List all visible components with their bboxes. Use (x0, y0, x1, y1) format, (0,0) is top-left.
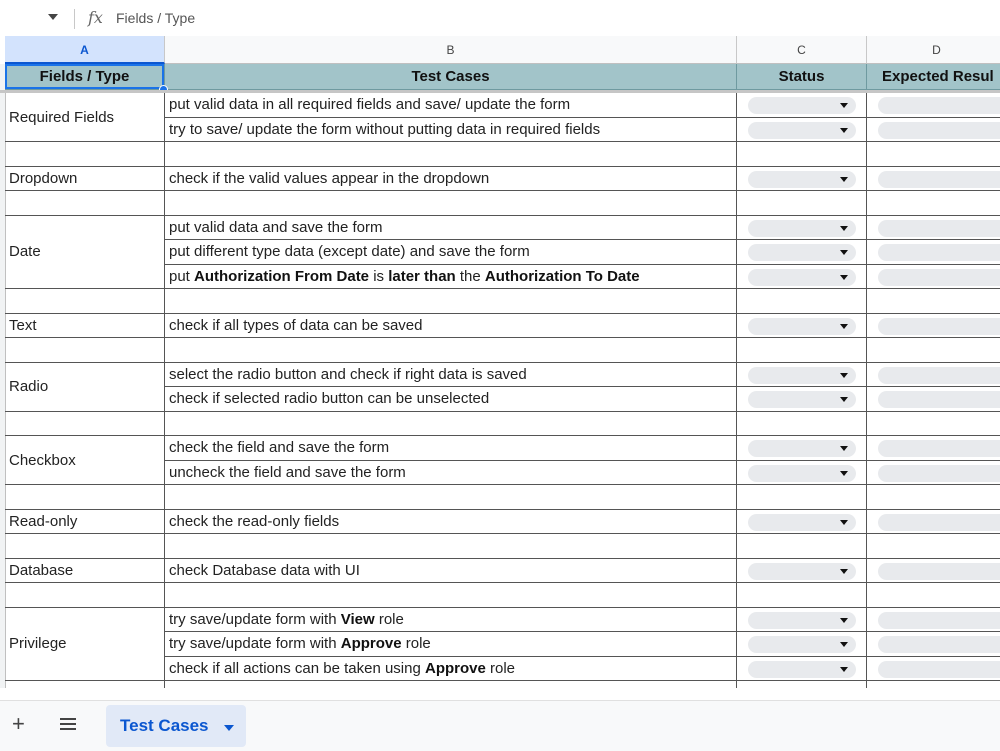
status-dropdown[interactable] (748, 318, 856, 335)
test-case-cell[interactable] (165, 314, 737, 339)
expected-result-dropdown[interactable] (878, 440, 1000, 457)
empty-cell[interactable] (867, 142, 1000, 167)
field-type-label: Database (9, 561, 74, 579)
expected-result-dropdown[interactable] (878, 97, 1000, 114)
test-case-text: put valid data and save the form (169, 218, 383, 236)
chevron-down-icon (840, 471, 848, 476)
chevron-down-icon (840, 618, 848, 623)
field-type-cell[interactable] (5, 436, 165, 485)
add-sheet-button[interactable]: + (12, 711, 25, 736)
header-cell-expected-result[interactable]: Expected Resul (867, 64, 1000, 90)
empty-cell[interactable] (867, 338, 1000, 363)
sheet-tab-menu-icon[interactable] (224, 725, 234, 731)
test-case-cell[interactable] (165, 216, 737, 241)
status-dropdown[interactable] (748, 220, 856, 237)
status-dropdown[interactable] (748, 391, 856, 408)
test-case-cell[interactable] (165, 265, 737, 290)
test-case-text: try save/update form with (169, 610, 341, 628)
sheet-tab-label: Test Cases (120, 716, 209, 735)
empty-cell[interactable] (867, 289, 1000, 314)
status-dropdown[interactable] (748, 440, 856, 457)
sheet-tab-test-cases[interactable] (106, 705, 246, 747)
expected-result-dropdown[interactable] (878, 367, 1000, 384)
test-case-cell[interactable] (165, 363, 737, 388)
status-dropdown[interactable] (748, 636, 856, 653)
column-header-a[interactable]: A (5, 36, 165, 64)
chevron-down-icon (840, 226, 848, 231)
expected-result-dropdown[interactable] (878, 661, 1000, 678)
empty-cell[interactable] (165, 142, 737, 167)
formula-input[interactable]: Fields / Type (116, 10, 196, 26)
name-box-dropdown-icon[interactable] (48, 14, 58, 20)
empty-cell[interactable] (165, 583, 737, 608)
field-type-label: Text (9, 316, 37, 334)
expected-result-dropdown[interactable] (878, 514, 1000, 531)
test-case-cell[interactable] (165, 510, 737, 535)
field-type-cell[interactable] (5, 510, 165, 535)
status-dropdown[interactable] (748, 563, 856, 580)
empty-cell[interactable] (165, 338, 737, 363)
test-case-text: try to save/ update the form without putting data in required fields (169, 120, 601, 138)
test-case-text: check if all types of data can be saved (169, 316, 423, 334)
column-header-d[interactable]: D (867, 36, 1000, 64)
empty-cell[interactable] (737, 191, 867, 216)
fx-icon: fx (88, 8, 103, 27)
expected-result-dropdown[interactable] (878, 269, 1000, 286)
test-case-text: check the read-only fields (169, 512, 340, 530)
field-type-label: Radio (9, 378, 49, 395)
column-header-b[interactable]: B (165, 36, 737, 64)
column-header-c[interactable]: C (737, 36, 867, 64)
empty-cell[interactable] (5, 534, 165, 559)
test-case-cell[interactable] (165, 387, 737, 412)
chevron-down-icon (840, 250, 848, 255)
chevron-down-icon (840, 397, 848, 402)
field-type-label: Checkbox (9, 451, 76, 469)
empty-cell[interactable] (5, 289, 165, 314)
empty-cell[interactable] (867, 485, 1000, 510)
field-type-cell[interactable] (5, 608, 165, 682)
test-case-cell[interactable] (165, 118, 737, 143)
field-type-cell[interactable] (5, 167, 165, 192)
test-case-text: check Database data with UI (169, 561, 360, 579)
field-type-cell[interactable] (5, 93, 165, 142)
test-case-text: role (485, 659, 516, 677)
spreadsheet-grid (0, 36, 1000, 688)
test-case-emphasis: Approve (424, 659, 486, 677)
test-case-text: put different type data (except date) and save the form (169, 243, 530, 260)
empty-cell[interactable] (5, 583, 165, 608)
empty-cell[interactable] (165, 485, 737, 510)
test-case-cell[interactable] (165, 93, 737, 118)
empty-cell[interactable] (5, 191, 165, 216)
status-dropdown[interactable] (748, 97, 856, 114)
chevron-down-icon (840, 177, 848, 182)
formula-bar-divider (74, 9, 75, 29)
expected-result-dropdown[interactable] (878, 220, 1000, 237)
chevron-down-icon (840, 667, 848, 672)
empty-cell[interactable] (5, 485, 165, 510)
chevron-down-icon (840, 446, 848, 451)
empty-cell[interactable] (867, 412, 1000, 437)
empty-cell[interactable] (737, 142, 867, 167)
field-type-cell[interactable] (5, 559, 165, 584)
field-type-label: Dropdown (9, 169, 78, 187)
test-case-text: role (374, 610, 404, 628)
empty-cell[interactable] (737, 338, 867, 363)
all-sheets-menu-icon[interactable] (60, 718, 76, 730)
empty-cell[interactable] (737, 485, 867, 510)
status-dropdown[interactable] (748, 661, 856, 678)
test-case-text: put valid data in all required fields and save/ update the form (169, 96, 571, 113)
field-type-label: Privilege (9, 635, 67, 653)
empty-cell[interactable] (867, 191, 1000, 216)
status-dropdown[interactable] (748, 269, 856, 286)
test-case-emphasis: Authorization From Date (194, 267, 370, 285)
empty-cell[interactable] (5, 142, 165, 167)
header-cell-fields-type[interactable]: Fields / Type (5, 64, 165, 90)
expected-result-dropdown[interactable] (878, 122, 1000, 139)
empty-cell[interactable] (737, 583, 867, 608)
test-case-cell[interactable] (165, 657, 737, 682)
chevron-down-icon (840, 569, 848, 574)
test-case-text: try save/update form with (169, 635, 341, 652)
test-case-text: is (369, 267, 389, 285)
status-dropdown[interactable] (748, 465, 856, 482)
test-case-cell[interactable] (165, 461, 737, 486)
empty-cell[interactable] (867, 583, 1000, 608)
test-case-emphasis: View (340, 610, 375, 628)
empty-cell[interactable] (165, 289, 737, 314)
empty-cell[interactable] (165, 412, 737, 437)
status-dropdown[interactable] (748, 514, 856, 531)
status-dropdown[interactable] (748, 367, 856, 384)
chevron-down-icon (840, 128, 848, 133)
test-case-text: check if selected radio button can be unselected (169, 390, 490, 407)
expected-result-dropdown[interactable] (878, 171, 1000, 188)
sheet-tab-bar (0, 700, 1000, 751)
test-case-cell[interactable] (165, 167, 737, 192)
empty-cell[interactable] (5, 412, 165, 437)
field-type-cell[interactable] (5, 314, 165, 339)
chevron-down-icon (840, 642, 848, 647)
chevron-down-icon (840, 520, 848, 525)
expected-result-dropdown[interactable] (878, 391, 1000, 408)
chevron-down-icon (840, 324, 848, 329)
expected-result-dropdown[interactable] (878, 636, 1000, 653)
empty-cell[interactable] (737, 289, 867, 314)
test-case-text: check if the valid values appear in the dropdown (169, 169, 490, 187)
expected-result-dropdown[interactable] (878, 318, 1000, 335)
field-type-label: Read-only (9, 512, 78, 530)
test-case-text: check if all actions can be taken using (169, 659, 425, 677)
test-case-cell[interactable] (165, 632, 737, 657)
empty-cell[interactable] (5, 681, 165, 688)
expected-result-dropdown[interactable] (878, 563, 1000, 580)
status-dropdown[interactable] (748, 122, 856, 139)
empty-cell[interactable] (165, 534, 737, 559)
formula-bar (0, 0, 1000, 36)
field-type-cell[interactable] (5, 363, 165, 412)
test-case-emphasis: Authorization To Date (484, 267, 640, 285)
header-cell-test-cases[interactable]: Test Cases (165, 64, 737, 90)
chevron-down-icon (840, 373, 848, 378)
empty-cell[interactable] (867, 534, 1000, 559)
test-case-text: uncheck the field and save the form (169, 463, 406, 481)
status-dropdown[interactable] (748, 244, 856, 261)
test-case-cell[interactable] (165, 608, 737, 633)
test-case-text: check the field and save the form (169, 439, 390, 456)
empty-cell[interactable] (737, 534, 867, 559)
chevron-down-icon (840, 103, 848, 108)
field-type-label: Date (9, 243, 41, 261)
test-case-emphasis: later than (388, 267, 456, 285)
test-case-cell[interactable] (165, 436, 737, 461)
test-case-emphasis: Approve (340, 635, 402, 652)
expected-result-dropdown[interactable] (878, 244, 1000, 261)
test-case-cell[interactable] (165, 240, 737, 265)
expected-result-dropdown[interactable] (878, 612, 1000, 629)
test-case-text: role (401, 635, 431, 652)
chevron-down-icon (840, 275, 848, 280)
empty-cell[interactable] (165, 681, 737, 688)
test-case-text: the (455, 267, 485, 285)
empty-cell[interactable] (5, 338, 165, 363)
test-case-text: select the radio button and check if right data is saved (169, 365, 527, 383)
header-cell-status[interactable]: Status (737, 64, 867, 90)
status-dropdown[interactable] (748, 612, 856, 629)
empty-cell[interactable] (737, 412, 867, 437)
empty-cell[interactable] (867, 681, 1000, 688)
empty-cell[interactable] (737, 681, 867, 688)
field-type-label: Required Fields (9, 108, 115, 126)
field-type-cell[interactable] (5, 216, 165, 290)
empty-cell[interactable] (165, 191, 737, 216)
test-case-cell[interactable] (165, 559, 737, 584)
test-case-text: put (169, 267, 195, 285)
status-dropdown[interactable] (748, 171, 856, 188)
expected-result-dropdown[interactable] (878, 465, 1000, 482)
